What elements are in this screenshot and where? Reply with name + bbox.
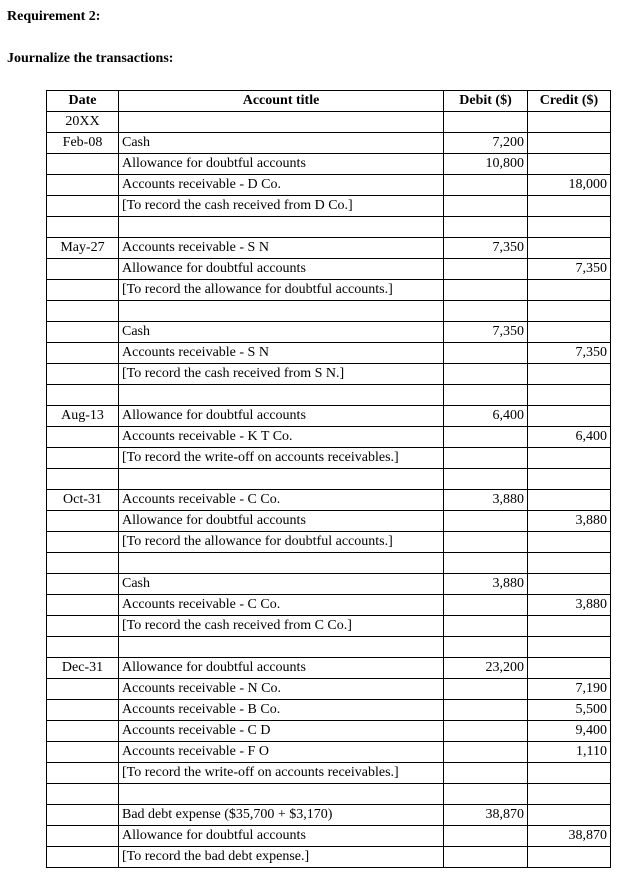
column-header-credit: Credit ($) bbox=[528, 91, 611, 112]
table-row bbox=[47, 322, 611, 343]
credit-cell bbox=[528, 385, 611, 406]
debit-cell: 3,880 bbox=[444, 574, 528, 595]
debit-cell: 23,200 bbox=[444, 658, 528, 679]
account-title-cell bbox=[119, 469, 444, 490]
date-cell bbox=[47, 637, 119, 658]
date-cell bbox=[47, 553, 119, 574]
date-cell bbox=[47, 679, 119, 700]
journal-entries-table bbox=[46, 90, 611, 868]
account-title-cell: Accounts receivable - N Co. bbox=[119, 679, 444, 700]
credit-cell bbox=[528, 133, 611, 154]
table-row bbox=[47, 763, 611, 784]
table-row bbox=[47, 427, 611, 448]
date-cell bbox=[47, 427, 119, 448]
credit-cell: 3,880 bbox=[528, 595, 611, 616]
account-title-cell: Cash bbox=[119, 133, 444, 154]
date-cell: 20XX bbox=[47, 112, 119, 133]
table-row bbox=[47, 490, 611, 511]
account-title-cell: Allowance for doubtful accounts bbox=[119, 826, 444, 847]
credit-cell: 9,400 bbox=[528, 721, 611, 742]
debit-cell bbox=[444, 364, 528, 385]
debit-cell bbox=[444, 448, 528, 469]
account-title-cell: Accounts receivable - C Co. bbox=[119, 595, 444, 616]
date-cell bbox=[47, 784, 119, 805]
debit-cell bbox=[444, 637, 528, 658]
credit-cell bbox=[528, 112, 611, 133]
table-row bbox=[47, 658, 611, 679]
debit-cell: 7,200 bbox=[444, 133, 528, 154]
date-cell bbox=[47, 763, 119, 784]
debit-cell: 10,800 bbox=[444, 154, 528, 175]
credit-cell bbox=[528, 154, 611, 175]
debit-cell bbox=[444, 784, 528, 805]
debit-cell bbox=[444, 427, 528, 448]
credit-cell bbox=[528, 658, 611, 679]
date-cell bbox=[47, 301, 119, 322]
debit-cell: 6,400 bbox=[444, 406, 528, 427]
date-cell: May-27 bbox=[47, 238, 119, 259]
credit-cell bbox=[528, 406, 611, 427]
account-title-cell bbox=[119, 553, 444, 574]
date-cell bbox=[47, 385, 119, 406]
account-title-cell: Accounts receivable - F O bbox=[119, 742, 444, 763]
table-row bbox=[47, 826, 611, 847]
account-title-cell: Cash bbox=[119, 322, 444, 343]
date-cell bbox=[47, 826, 119, 847]
credit-cell bbox=[528, 448, 611, 469]
debit-cell bbox=[444, 616, 528, 637]
date-cell bbox=[47, 280, 119, 301]
date-cell bbox=[47, 574, 119, 595]
account-title-cell: Accounts receivable - D Co. bbox=[119, 175, 444, 196]
account-title-cell: [To record the allowance for doubtful accounts.] bbox=[119, 532, 444, 553]
account-title-cell bbox=[119, 385, 444, 406]
table-row bbox=[47, 616, 611, 637]
account-title-cell: [To record the bad debt expense.] bbox=[119, 847, 444, 868]
table-row bbox=[47, 679, 611, 700]
debit-cell: 7,350 bbox=[444, 238, 528, 259]
table-row bbox=[47, 133, 611, 154]
table-row bbox=[47, 847, 611, 868]
credit-cell bbox=[528, 763, 611, 784]
credit-cell bbox=[528, 532, 611, 553]
debit-cell bbox=[444, 511, 528, 532]
date-cell bbox=[47, 175, 119, 196]
debit-cell bbox=[444, 175, 528, 196]
credit-cell: 7,190 bbox=[528, 679, 611, 700]
credit-cell bbox=[528, 301, 611, 322]
account-title-cell: [To record the cash received from S N.] bbox=[119, 364, 444, 385]
debit-cell: 3,880 bbox=[444, 490, 528, 511]
account-title-cell: Accounts receivable - C D bbox=[119, 721, 444, 742]
account-title-cell: Allowance for doubtful accounts bbox=[119, 511, 444, 532]
table-row bbox=[47, 532, 611, 553]
credit-cell: 18,000 bbox=[528, 175, 611, 196]
credit-cell bbox=[528, 847, 611, 868]
date-cell bbox=[47, 469, 119, 490]
credit-cell bbox=[528, 553, 611, 574]
account-title-cell: Allowance for doubtful accounts bbox=[119, 154, 444, 175]
date-cell bbox=[47, 847, 119, 868]
credit-cell: 5,500 bbox=[528, 700, 611, 721]
date-cell bbox=[47, 700, 119, 721]
journal-body bbox=[47, 112, 611, 868]
credit-cell: 7,350 bbox=[528, 259, 611, 280]
account-title-cell: [To record the allowance for doubtful accounts.] bbox=[119, 280, 444, 301]
credit-cell bbox=[528, 217, 611, 238]
table-row bbox=[47, 574, 611, 595]
debit-cell bbox=[444, 343, 528, 364]
date-cell bbox=[47, 322, 119, 343]
date-cell bbox=[47, 511, 119, 532]
account-title-cell: Accounts receivable - B Co. bbox=[119, 700, 444, 721]
credit-cell bbox=[528, 616, 611, 637]
date-cell bbox=[47, 364, 119, 385]
debit-cell bbox=[444, 217, 528, 238]
account-title-cell: Allowance for doubtful accounts bbox=[119, 406, 444, 427]
instruction-heading: Journalize the transactions: bbox=[7, 51, 174, 66]
table-row bbox=[47, 448, 611, 469]
account-title-cell: [To record the write-off on accounts receivables.] bbox=[119, 763, 444, 784]
credit-cell: 3,880 bbox=[528, 511, 611, 532]
table-header-row bbox=[47, 91, 611, 112]
table-row bbox=[47, 784, 611, 805]
table-row bbox=[47, 217, 611, 238]
account-title-cell bbox=[119, 637, 444, 658]
date-cell bbox=[47, 595, 119, 616]
date-cell: Feb-08 bbox=[47, 133, 119, 154]
account-title-cell: Bad debt expense ($35,700 + $3,170) bbox=[119, 805, 444, 826]
credit-cell bbox=[528, 490, 611, 511]
table-row bbox=[47, 469, 611, 490]
credit-cell bbox=[528, 469, 611, 490]
credit-cell bbox=[528, 805, 611, 826]
table-row bbox=[47, 154, 611, 175]
credit-cell bbox=[528, 637, 611, 658]
credit-cell bbox=[528, 322, 611, 343]
account-title-cell: [To record the write-off on accounts receivables.] bbox=[119, 448, 444, 469]
date-cell: Oct-31 bbox=[47, 490, 119, 511]
debit-cell bbox=[444, 742, 528, 763]
debit-cell bbox=[444, 259, 528, 280]
credit-cell bbox=[528, 784, 611, 805]
debit-cell bbox=[444, 385, 528, 406]
debit-cell bbox=[444, 847, 528, 868]
debit-cell bbox=[444, 301, 528, 322]
account-title-cell: Accounts receivable - C Co. bbox=[119, 490, 444, 511]
debit-cell: 7,350 bbox=[444, 322, 528, 343]
debit-cell bbox=[444, 553, 528, 574]
account-title-cell: [To record the cash received from C Co.] bbox=[119, 616, 444, 637]
table-row bbox=[47, 511, 611, 532]
table-row bbox=[47, 385, 611, 406]
table-row bbox=[47, 553, 611, 574]
account-title-cell: Accounts receivable - S N bbox=[119, 343, 444, 364]
debit-cell bbox=[444, 112, 528, 133]
date-cell bbox=[47, 343, 119, 364]
table-row bbox=[47, 301, 611, 322]
date-cell: Aug-13 bbox=[47, 406, 119, 427]
account-title-cell: Allowance for doubtful accounts bbox=[119, 658, 444, 679]
table-row bbox=[47, 196, 611, 217]
account-title-cell: [To record the cash received from D Co.] bbox=[119, 196, 444, 217]
account-title-cell bbox=[119, 112, 444, 133]
credit-cell bbox=[528, 574, 611, 595]
credit-cell: 6,400 bbox=[528, 427, 611, 448]
debit-cell bbox=[444, 196, 528, 217]
debit-cell: 38,870 bbox=[444, 805, 528, 826]
date-cell bbox=[47, 616, 119, 637]
table-row bbox=[47, 742, 611, 763]
table-row bbox=[47, 280, 611, 301]
debit-cell bbox=[444, 700, 528, 721]
credit-cell: 38,870 bbox=[528, 826, 611, 847]
date-cell: Dec-31 bbox=[47, 658, 119, 679]
date-cell bbox=[47, 259, 119, 280]
account-title-cell bbox=[119, 217, 444, 238]
account-title-cell bbox=[119, 301, 444, 322]
credit-cell bbox=[528, 280, 611, 301]
credit-cell: 7,350 bbox=[528, 343, 611, 364]
debit-cell bbox=[444, 595, 528, 616]
debit-cell bbox=[444, 721, 528, 742]
debit-cell bbox=[444, 280, 528, 301]
table-row bbox=[47, 721, 611, 742]
date-cell bbox=[47, 721, 119, 742]
column-header-account-title: Account title bbox=[119, 91, 444, 112]
debit-cell bbox=[444, 532, 528, 553]
account-title-cell: Allowance for doubtful accounts bbox=[119, 259, 444, 280]
date-cell bbox=[47, 532, 119, 553]
account-title-cell: Cash bbox=[119, 574, 444, 595]
table-row bbox=[47, 595, 611, 616]
table-row bbox=[47, 343, 611, 364]
table-row bbox=[47, 637, 611, 658]
column-header-date: Date bbox=[47, 91, 119, 112]
credit-cell: 1,110 bbox=[528, 742, 611, 763]
column-header-debit: Debit ($) bbox=[444, 91, 528, 112]
debit-cell bbox=[444, 763, 528, 784]
date-cell bbox=[47, 805, 119, 826]
account-title-cell bbox=[119, 784, 444, 805]
table-row bbox=[47, 112, 611, 133]
table-row bbox=[47, 238, 611, 259]
date-cell bbox=[47, 196, 119, 217]
table-row bbox=[47, 364, 611, 385]
debit-cell bbox=[444, 679, 528, 700]
table-row bbox=[47, 175, 611, 196]
requirement-heading: Requirement 2: bbox=[7, 9, 101, 24]
credit-cell bbox=[528, 238, 611, 259]
account-title-cell: Accounts receivable - S N bbox=[119, 238, 444, 259]
date-cell bbox=[47, 217, 119, 238]
debit-cell bbox=[444, 826, 528, 847]
date-cell bbox=[47, 742, 119, 763]
table-row bbox=[47, 406, 611, 427]
credit-cell bbox=[528, 196, 611, 217]
table-row bbox=[47, 259, 611, 280]
credit-cell bbox=[528, 364, 611, 385]
table-row bbox=[47, 700, 611, 721]
account-title-cell: Accounts receivable - K T Co. bbox=[119, 427, 444, 448]
debit-cell bbox=[444, 469, 528, 490]
date-cell bbox=[47, 154, 119, 175]
date-cell bbox=[47, 448, 119, 469]
table-row bbox=[47, 805, 611, 826]
